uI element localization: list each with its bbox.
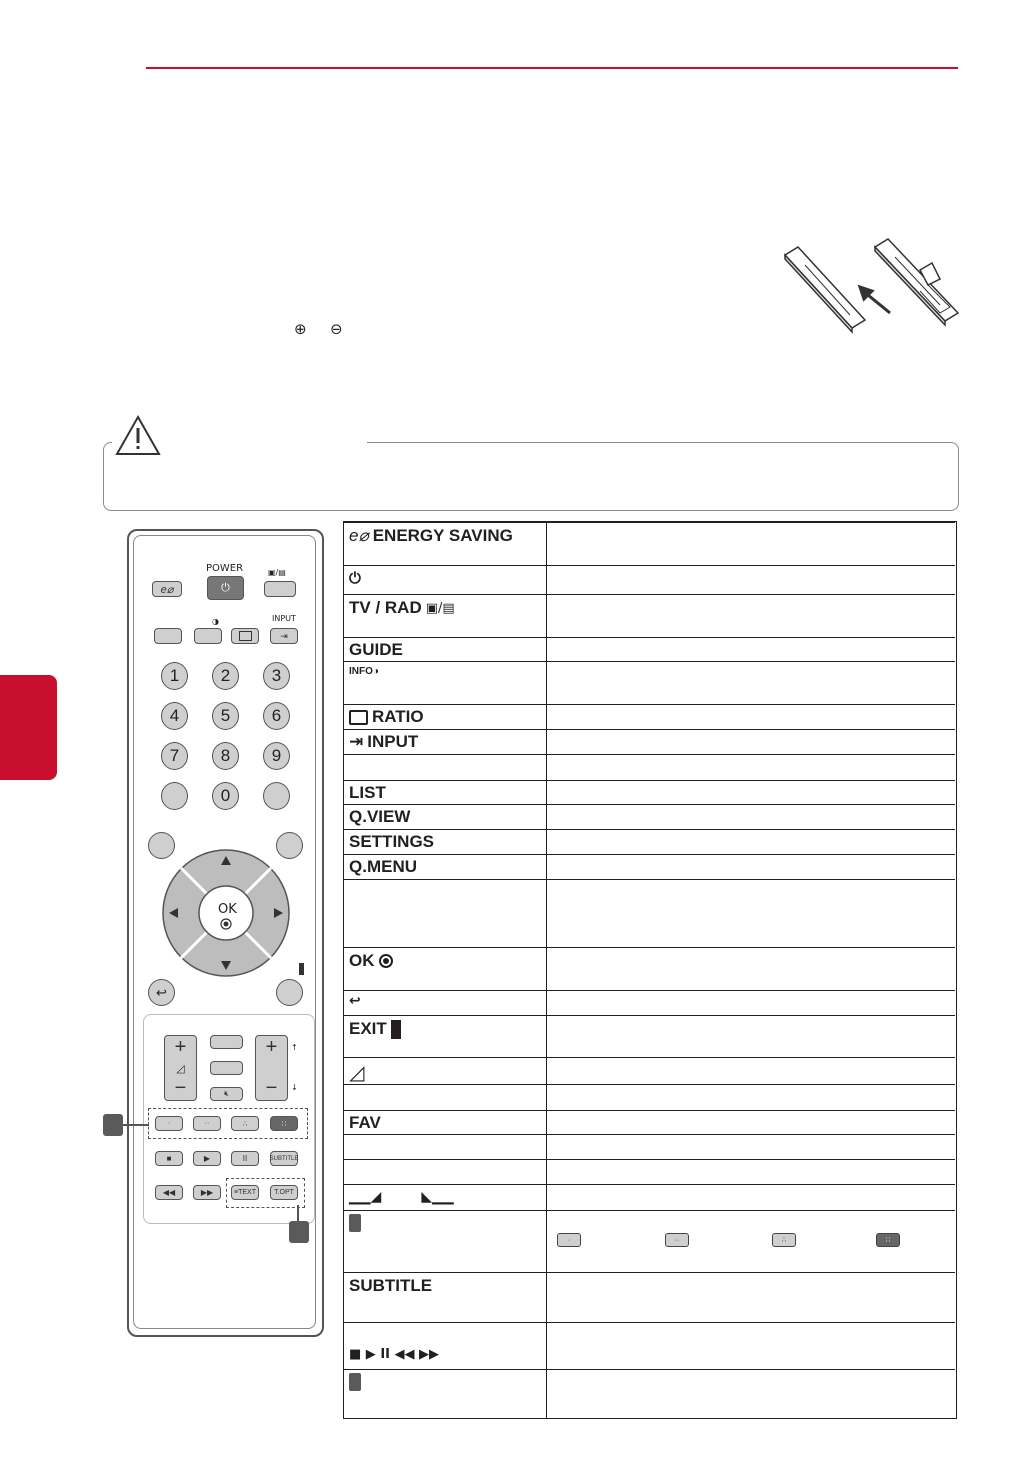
tv-radio-button[interactable] (264, 581, 296, 597)
info-icon: ◑ (372, 666, 379, 677)
fast-forward-button[interactable] (193, 1185, 221, 1200)
ok-label: OK (218, 902, 237, 917)
tv-radio-icon: ▣/▤ (268, 568, 286, 577)
playback-icons: ■ ▶ II ◀◀ ▶▶ (349, 1347, 440, 1362)
av-button[interactable] (210, 1061, 243, 1075)
table-row: OK (344, 947, 955, 990)
num-key-8[interactable]: 8 (212, 742, 239, 770)
fast-forward-icon: ▶▶ (200, 1188, 214, 1197)
table-row (344, 1369, 955, 1418)
text-icon: ≡ (234, 1189, 239, 1196)
energy-saving-button[interactable] (152, 581, 182, 597)
stop-icon: ■ (166, 1154, 172, 1163)
mute-icon: 🔇︎ (223, 1089, 230, 1098)
blue-button[interactable]: ∷ (270, 1116, 298, 1131)
info-button[interactable] (194, 628, 222, 644)
num-key-3[interactable]: 3 (263, 662, 290, 690)
num-key-7[interactable]: 7 (161, 742, 188, 770)
text-button[interactable]: ≡ TEXT (231, 1185, 259, 1200)
page-down-icon: ↓ (291, 1083, 298, 1092)
mute-button[interactable] (210, 1087, 243, 1101)
exit-button[interactable] (276, 979, 303, 1006)
ratio-button[interactable] (231, 628, 259, 644)
header-rule (146, 67, 958, 69)
power-icon: ⏻ (349, 569, 361, 587)
pause-button[interactable] (231, 1151, 259, 1166)
ok-icon (379, 954, 393, 968)
minus-circle-icon: ⊖ (330, 320, 343, 338)
table-row: Q.MENU (344, 854, 955, 879)
power-label: POWER (206, 563, 244, 574)
table-row: TV / RAD ▣/▤ (344, 594, 955, 637)
green-button-icon: ·· (665, 1233, 689, 1247)
table-row (344, 1134, 955, 1159)
table-row (344, 1184, 955, 1210)
channel-rocker[interactable]: + − (255, 1035, 288, 1101)
caution-box (103, 442, 959, 511)
green-button[interactable]: ·· (193, 1116, 221, 1131)
table-row (344, 1084, 955, 1110)
energy-saving-icon: e⌀ (160, 583, 174, 596)
battery-cover-illustration (780, 235, 965, 335)
input-label: INPUT (272, 614, 296, 623)
ratio-icon (239, 631, 252, 641)
tv-radio-icon: ▣/▤ (425, 600, 455, 616)
energy-saving-icon: e⌀ (349, 526, 369, 545)
table-row: FAV (344, 1110, 955, 1134)
table-row: GUIDE (344, 637, 955, 661)
table-row (344, 565, 955, 594)
play-button[interactable] (193, 1151, 221, 1166)
red-button[interactable]: · (155, 1116, 183, 1131)
table-row (344, 879, 955, 947)
page-arrows-icon: ▁▁◢ ◣▁▁ (349, 1189, 454, 1205)
table-row: ⇥ INPUT (344, 729, 955, 754)
table-row: e⌀ ENERGY SAVING (344, 522, 955, 565)
back-icon: ↩ (349, 993, 361, 1009)
volume-icon: ◿ (176, 1062, 185, 1075)
back-button[interactable] (148, 979, 175, 1006)
exit-icon (391, 1020, 401, 1039)
play-icon: ▶ (203, 1154, 211, 1163)
table-row: Q.VIEW (344, 804, 955, 829)
num-key-5[interactable]: 5 (212, 702, 239, 730)
marker-2-icon (349, 1373, 361, 1391)
power-icon: ⏻ (221, 581, 230, 594)
chapter-tab (0, 675, 57, 780)
table-row (344, 1159, 955, 1184)
plus-circle-icon: ⊕ (294, 320, 307, 338)
subtitle-button[interactable]: SUBTITLE (270, 1151, 298, 1166)
table-row (344, 1210, 955, 1272)
power-button[interactable] (207, 576, 244, 600)
table-row (344, 1322, 955, 1369)
table-row: SETTINGS (344, 829, 955, 854)
num-key-2[interactable]: 2 (212, 662, 239, 690)
exit-icon (299, 963, 304, 975)
num-key-0[interactable]: 0 (212, 782, 239, 810)
blue-button-icon: ∷ (876, 1233, 900, 1247)
table-row: EXIT (344, 1015, 955, 1057)
fav-button[interactable] (210, 1035, 243, 1049)
marker-2 (289, 1221, 309, 1243)
qview-button[interactable] (263, 782, 290, 810)
guide-button[interactable] (154, 628, 182, 644)
stop-button[interactable] (155, 1151, 183, 1166)
yellow-button[interactable]: ∴ (231, 1116, 259, 1131)
table-row: LIST (344, 780, 955, 804)
pause-icon: II (242, 1154, 248, 1163)
list-button[interactable] (161, 782, 188, 810)
topt-button[interactable]: T.OPT (270, 1185, 298, 1200)
num-key-4[interactable]: 4 (161, 702, 188, 730)
input-icon: ⇥ (349, 732, 364, 752)
table-row: INFO ◑ (344, 661, 955, 704)
table-row: RATIO (344, 704, 955, 729)
table-row (344, 990, 955, 1015)
rewind-button[interactable] (155, 1185, 183, 1200)
caution-icon (114, 414, 162, 458)
info-icon: ◑ (212, 617, 219, 626)
table-row (344, 1057, 955, 1084)
volume-rocker[interactable]: + ◿ − (164, 1035, 197, 1101)
num-key-1[interactable]: 1 (161, 662, 188, 690)
red-button-icon: · (557, 1233, 581, 1247)
table-row: SUBTITLE (344, 1272, 955, 1322)
yellow-button-icon: ∴ (772, 1233, 796, 1247)
function-table (343, 521, 957, 1419)
volume-icon: ◿ (349, 1060, 365, 1084)
num-key-9[interactable]: 9 (263, 742, 290, 770)
rewind-icon: ◀◀ (162, 1188, 176, 1197)
page-up-icon: ↑ (291, 1043, 298, 1052)
table-row (344, 754, 955, 780)
ratio-icon (349, 710, 368, 725)
marker-1 (103, 1114, 123, 1136)
back-icon: ↩ (156, 984, 167, 1000)
marker-1-icon (349, 1214, 361, 1232)
num-key-6[interactable]: 6 (263, 702, 290, 730)
input-button[interactable] (270, 628, 298, 644)
input-icon: ⇥ (280, 630, 288, 641)
